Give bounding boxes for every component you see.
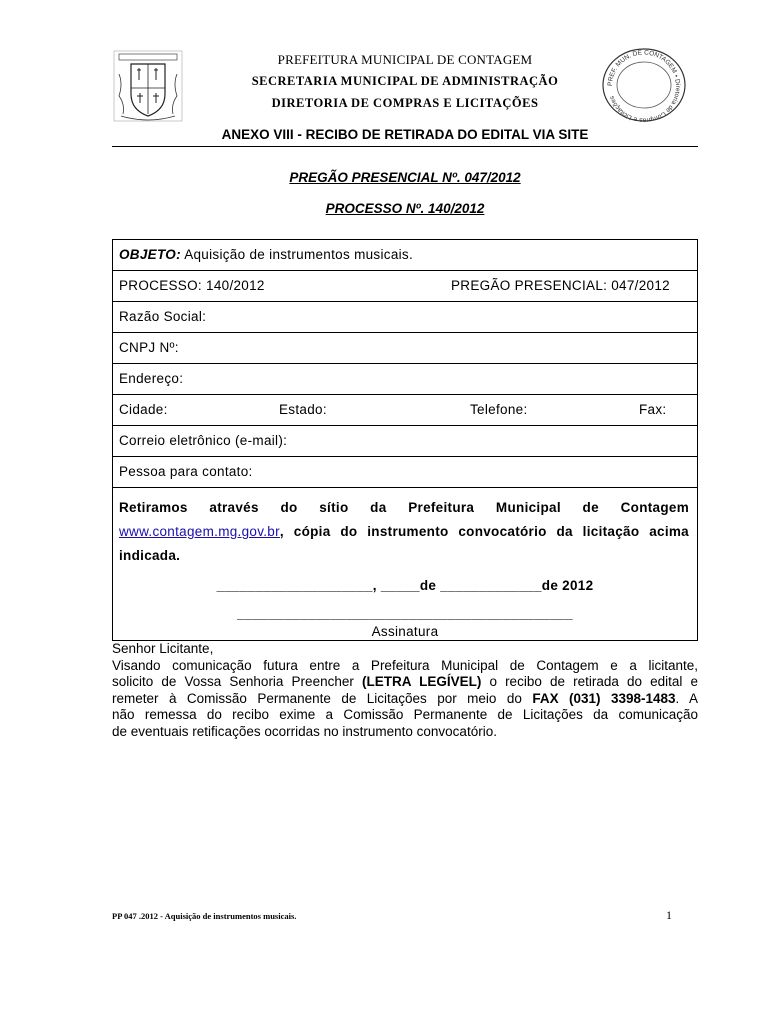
notice-line3b: . A <box>675 690 698 706</box>
cidade-row[interactable] <box>113 395 697 426</box>
razao-social-label: Razão Social: <box>119 309 207 324</box>
declaration-line1: Retiramos através do sítio da Prefeitura Municipal de Contagem <box>119 500 689 515</box>
endereco-row[interactable] <box>113 364 697 395</box>
cnpj-label: CNPJ Nº: <box>119 340 179 355</box>
prefeitura-site-link[interactable]: www.contagem.mg.gov.br <box>119 524 280 539</box>
notice-fax-number: FAX (031) 3398-1483 <box>532 690 676 706</box>
notice-line2b: o recibo de retirada do edital e <box>481 674 698 689</box>
official-seal-stamp <box>598 46 690 124</box>
page-footer: PP 047 .2012 - Aquisição de instrumentos musicais. <box>112 911 297 921</box>
signature-label: Assinatura <box>371 624 439 639</box>
pregao-title: PREGÃO PRESENCIAL Nº. 047/2012 <box>289 170 521 185</box>
declaration-text <box>119 496 689 568</box>
page-number: 1 <box>666 908 672 922</box>
telefone-label: Telefone: <box>470 402 528 417</box>
seal-text: PREF. MUN. DE CONTAGEM • Diretoria de Compras e Licitações <box>606 49 682 124</box>
processo-title: PROCESSO Nº. 140/2012 <box>325 201 485 216</box>
signature-line[interactable]: ___________________________________________ <box>237 606 573 621</box>
header-diretoria: DIRETORIA DE COMPRAS E LICITAÇÕES <box>271 96 539 110</box>
header-prefeitura: PREFEITURA MUNICIPAL DE CONTAGEM <box>277 52 533 67</box>
processo-field: PROCESSO: 140/2012 <box>119 278 265 293</box>
notice-line3a: remeter à Comissão Permanente de Licitações por meio do <box>112 690 533 706</box>
estado-label: Estado: <box>279 402 327 417</box>
email-row[interactable] <box>113 426 697 457</box>
coat-of-arms-logo <box>113 50 183 122</box>
notice-line2-bold: (LETRA LEGÍVEL) <box>361 674 482 689</box>
fax-label: Fax: <box>639 402 667 417</box>
contato-row[interactable] <box>113 457 697 488</box>
notice-greeting: Senhor Licitante, <box>112 641 214 656</box>
contato-label: Pessoa para contato: <box>119 464 253 479</box>
processo-row <box>113 271 697 302</box>
receipt-form <box>112 239 698 641</box>
endereco-label: Endereço: <box>119 371 184 386</box>
email-label: Correio eletrônico (e-mail): <box>119 433 288 448</box>
objeto-row <box>113 240 697 271</box>
notice-block <box>112 641 698 740</box>
annex-title: ANEXO VIII - RECIBO DE RETIRADA DO EDITAL VIA SITE <box>112 127 698 147</box>
declaration-line3: indicada. <box>119 548 181 563</box>
declaration-line2: , cópia do instrumento convocatório da licitação acima <box>279 524 689 539</box>
pregao-field: PREGÃO PRESENCIAL: 047/2012 <box>451 278 670 293</box>
notice-line5: de eventuais retificações ocorridas no instrumento convocatório. <box>112 723 497 739</box>
cnpj-row[interactable] <box>113 333 697 364</box>
svg-text:PREF. MUN. DE CONTAGEM • Diret <box>607 49 681 123</box>
header-secretaria: SECRETARIA MUNICIPAL DE ADMINISTRAÇÃO <box>251 74 559 88</box>
notice-line1: Visando comunicação futura entre a Prefeitura Municipal de Contagem e a licitante, <box>112 657 698 673</box>
objeto-label: OBJETO: <box>119 247 181 262</box>
objeto-value: Aquisição de instrumentos musicais. <box>184 247 414 262</box>
date-line[interactable]: ____________________, _____de _____________de 2012 <box>216 578 594 593</box>
notice-line2a: solicito de Vossa Senhoria Preencher <box>112 674 362 689</box>
cidade-label: Cidade: <box>119 402 168 417</box>
razao-social-row[interactable] <box>113 302 697 333</box>
notice-line4: não remessa do recibo exime a Comissão Permanente de Licitações da comunicação <box>112 707 698 722</box>
